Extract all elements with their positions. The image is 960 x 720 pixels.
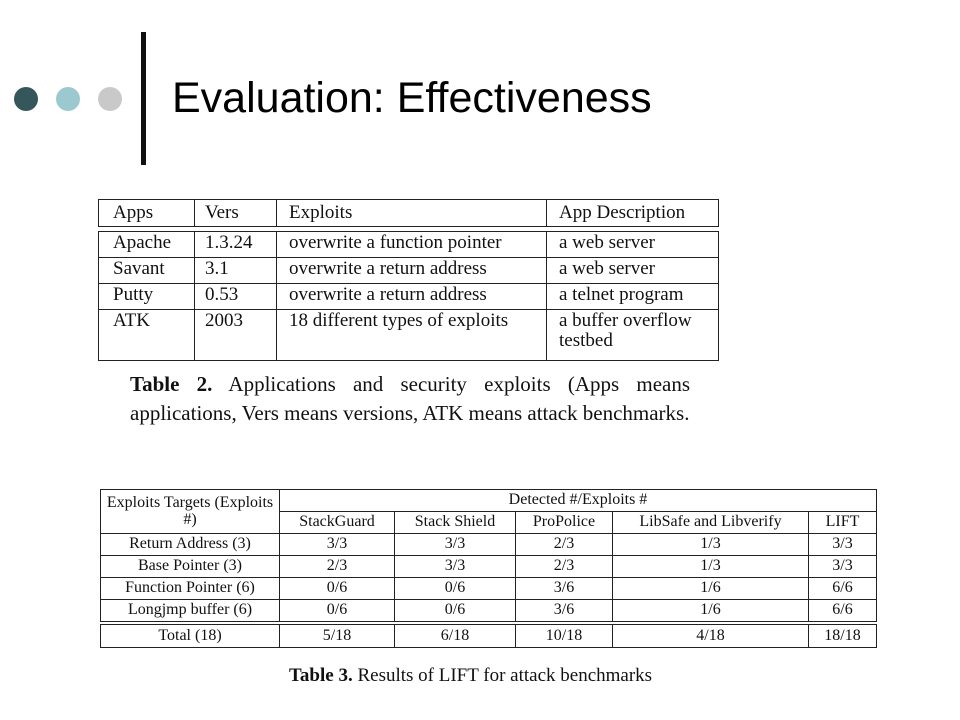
decor-dot-gray — [98, 87, 122, 111]
table-row — [101, 534, 877, 556]
table2-cell-app: Putty — [99, 284, 195, 310]
table3-total-cell: 6/18 — [395, 623, 516, 648]
table2-body — [98, 231, 719, 361]
table3-total-cell: 18/18 — [809, 623, 877, 648]
table3-cell: 2/3 — [516, 556, 613, 578]
title-divider — [141, 32, 146, 165]
table2-cell-description: a web server — [547, 232, 719, 258]
table2-header-cell: App Description — [547, 200, 719, 227]
table3-cell: 1/3 — [613, 534, 809, 556]
table3-cell: 3/3 — [809, 556, 877, 578]
table2-caption-text: Applications and security exploits (Apps means applications, Vers means versions, ATK means attack benchmarks. — [130, 372, 691, 425]
table3-cell: 1/6 — [613, 578, 809, 600]
table3-cell: 3/3 — [395, 534, 516, 556]
table-row — [99, 310, 719, 361]
table2-cell-version: 3.1 — [195, 258, 277, 284]
table2-cell-version: 1.3.24 — [195, 232, 277, 258]
table3-cell: 2/3 — [280, 556, 395, 578]
table3-column-header: LIFT — [809, 512, 877, 534]
table3-cell: 3/3 — [395, 556, 516, 578]
table2-cell-app: Savant — [99, 258, 195, 284]
table2-cell-app: ATK — [99, 310, 195, 361]
table-row — [101, 578, 877, 600]
table2-cell-version: 2003 — [195, 310, 277, 361]
table2-cell-exploit: overwrite a function pointer — [277, 232, 547, 258]
table3-total-label: Total (18) — [101, 623, 280, 648]
table3-cell: 6/6 — [809, 600, 877, 624]
table3 — [100, 489, 877, 648]
table3-group-header: Detected #/Exploits # — [280, 490, 877, 512]
table2-header-cell: Apps — [99, 200, 195, 227]
table2-cell-exploit: overwrite a return address — [277, 258, 547, 284]
table3-row-target: Base Pointer (3) — [101, 556, 280, 578]
table-row — [99, 284, 719, 310]
slide-title: Evaluation: Effectiveness — [172, 74, 652, 122]
table2-cell-app: Apache — [99, 232, 195, 258]
table3-cell: 0/6 — [395, 600, 516, 624]
table3-cell: 3/3 — [280, 534, 395, 556]
table3-cell: 0/6 — [280, 578, 395, 600]
table3-row-target: Function Pointer (6) — [101, 578, 280, 600]
table3-cell: 0/6 — [395, 578, 516, 600]
table3-caption-label: Table 3. — [289, 665, 353, 686]
table3-total-row — [101, 623, 877, 648]
table-row — [99, 258, 719, 284]
table3-cell: 6/6 — [809, 578, 877, 600]
table2-cell-exploit: 18 different types of exploits — [277, 310, 547, 361]
table3-column-header: StackGuard — [280, 512, 395, 534]
table3-caption-text: Results of LIFT for attack benchmarks — [357, 665, 653, 686]
table3-row-target: Longjmp buffer (6) — [101, 600, 280, 624]
decor-dot-teal — [56, 87, 80, 111]
table2-cell-description: a buffer overflow testbed — [547, 310, 719, 361]
table3-total-cell: 4/18 — [613, 623, 809, 648]
table2-caption-label: Table 2. — [130, 372, 213, 396]
table2-caption — [130, 370, 690, 428]
table3-cell: 0/6 — [280, 600, 395, 624]
table3-cell: 1/6 — [613, 600, 809, 624]
table3-total-cell: 10/18 — [516, 623, 613, 648]
table3-corner-header: Exploits Targets (Exploits #) — [101, 490, 280, 534]
table3-cell: 3/6 — [516, 600, 613, 624]
table3-column-header: ProPolice — [516, 512, 613, 534]
table-row — [99, 232, 719, 258]
table3-caption — [289, 665, 652, 687]
decor-dot-dark — [14, 87, 38, 111]
table-row — [101, 556, 877, 578]
table3-cell: 2/3 — [516, 534, 613, 556]
table3-row-target: Return Address (3) — [101, 534, 280, 556]
table2-cell-version: 0.53 — [195, 284, 277, 310]
table2-header — [98, 199, 719, 227]
table3-cell: 3/6 — [516, 578, 613, 600]
table3-column-header: LibSafe and Libverify — [613, 512, 809, 534]
table2-cell-description: a web server — [547, 258, 719, 284]
table2-header-cell: Vers — [195, 200, 277, 227]
table3-cell: 1/3 — [613, 556, 809, 578]
table2-header-cell: Exploits — [277, 200, 547, 227]
table2-cell-description: a telnet program — [547, 284, 719, 310]
table-row — [101, 600, 877, 624]
table3-cell: 3/3 — [809, 534, 877, 556]
table3-total-cell: 5/18 — [280, 623, 395, 648]
table2-cell-exploit: overwrite a return address — [277, 284, 547, 310]
table3-column-header: Stack Shield — [395, 512, 516, 534]
